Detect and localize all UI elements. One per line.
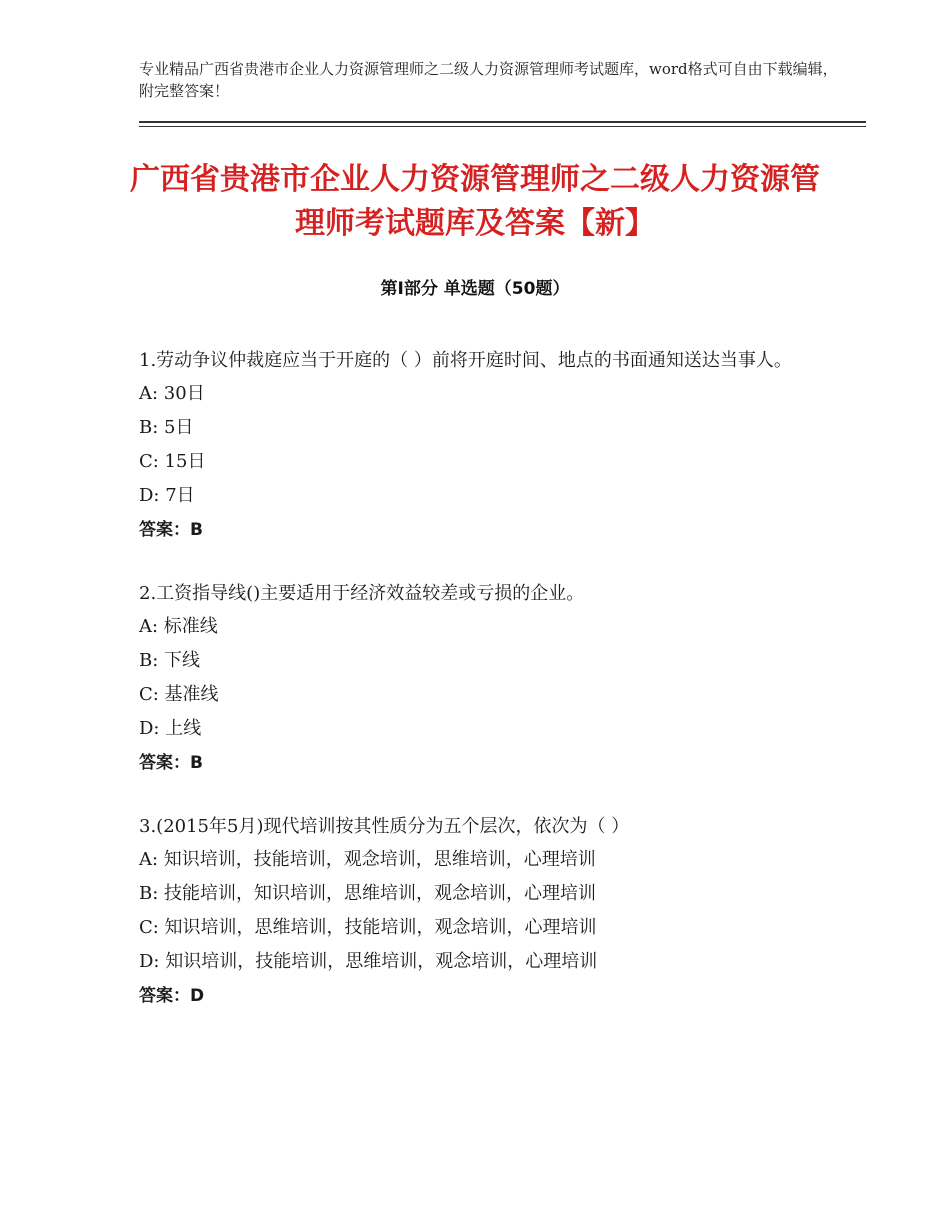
option-d: D: 知识培训，技能培训，思维培训，观念培训，心理培训 bbox=[139, 951, 598, 972]
answer: 答案：D bbox=[139, 986, 205, 1006]
question-stem: 3.(2015年5月)现代培训按其性质分为五个层次，依次为（ ） bbox=[139, 816, 630, 837]
question-2 bbox=[139, 577, 819, 780]
question-list bbox=[139, 344, 819, 1043]
option-b: B: 技能培训，知识培训，思维培训，观念培训，心理培训 bbox=[139, 883, 597, 904]
option-c: C: 基准线 bbox=[139, 684, 219, 705]
question-3 bbox=[139, 810, 819, 1013]
section-title: 第Ⅰ部分 单选题（50题） bbox=[380, 279, 570, 299]
answer: 答案：B bbox=[139, 753, 203, 773]
document-title: 广西省贵港市企业人力资源管理师之二级人力资源管理师考试题库及答案【新】 bbox=[130, 162, 820, 241]
option-c: C: 15日 bbox=[139, 451, 206, 472]
question-stem: 2.工资指导线()主要适用于经济效益较差或亏损的企业。 bbox=[139, 583, 585, 604]
header-divider-thin bbox=[139, 126, 866, 127]
option-a: A: 知识培训，技能培训，观念培训，思维培训，心理培训 bbox=[139, 849, 596, 870]
option-d: D: 7日 bbox=[139, 485, 195, 506]
option-b: B: 下线 bbox=[139, 650, 201, 671]
answer: 答案：B bbox=[139, 520, 203, 540]
option-a: A: 30日 bbox=[139, 383, 205, 404]
option-c: C: 知识培训，思维培训，技能培训，观念培训，心理培训 bbox=[139, 917, 597, 938]
option-a: A: 标准线 bbox=[139, 616, 218, 637]
header-divider-thick bbox=[139, 121, 866, 123]
header-note: 专业精品广西省贵港市企业人力资源管理师之二级人力资源管理师考试题库，word格式可自由下载编辑，附完整答案！ bbox=[139, 60, 838, 100]
question-stem: 1.劳动争议仲裁庭应当于开庭的（ ）前将开庭时间、地点的书面通知送达当事人。 bbox=[139, 350, 792, 371]
option-b: B: 5日 bbox=[139, 417, 194, 438]
question-1 bbox=[139, 344, 819, 547]
option-d: D: 上线 bbox=[139, 718, 202, 739]
